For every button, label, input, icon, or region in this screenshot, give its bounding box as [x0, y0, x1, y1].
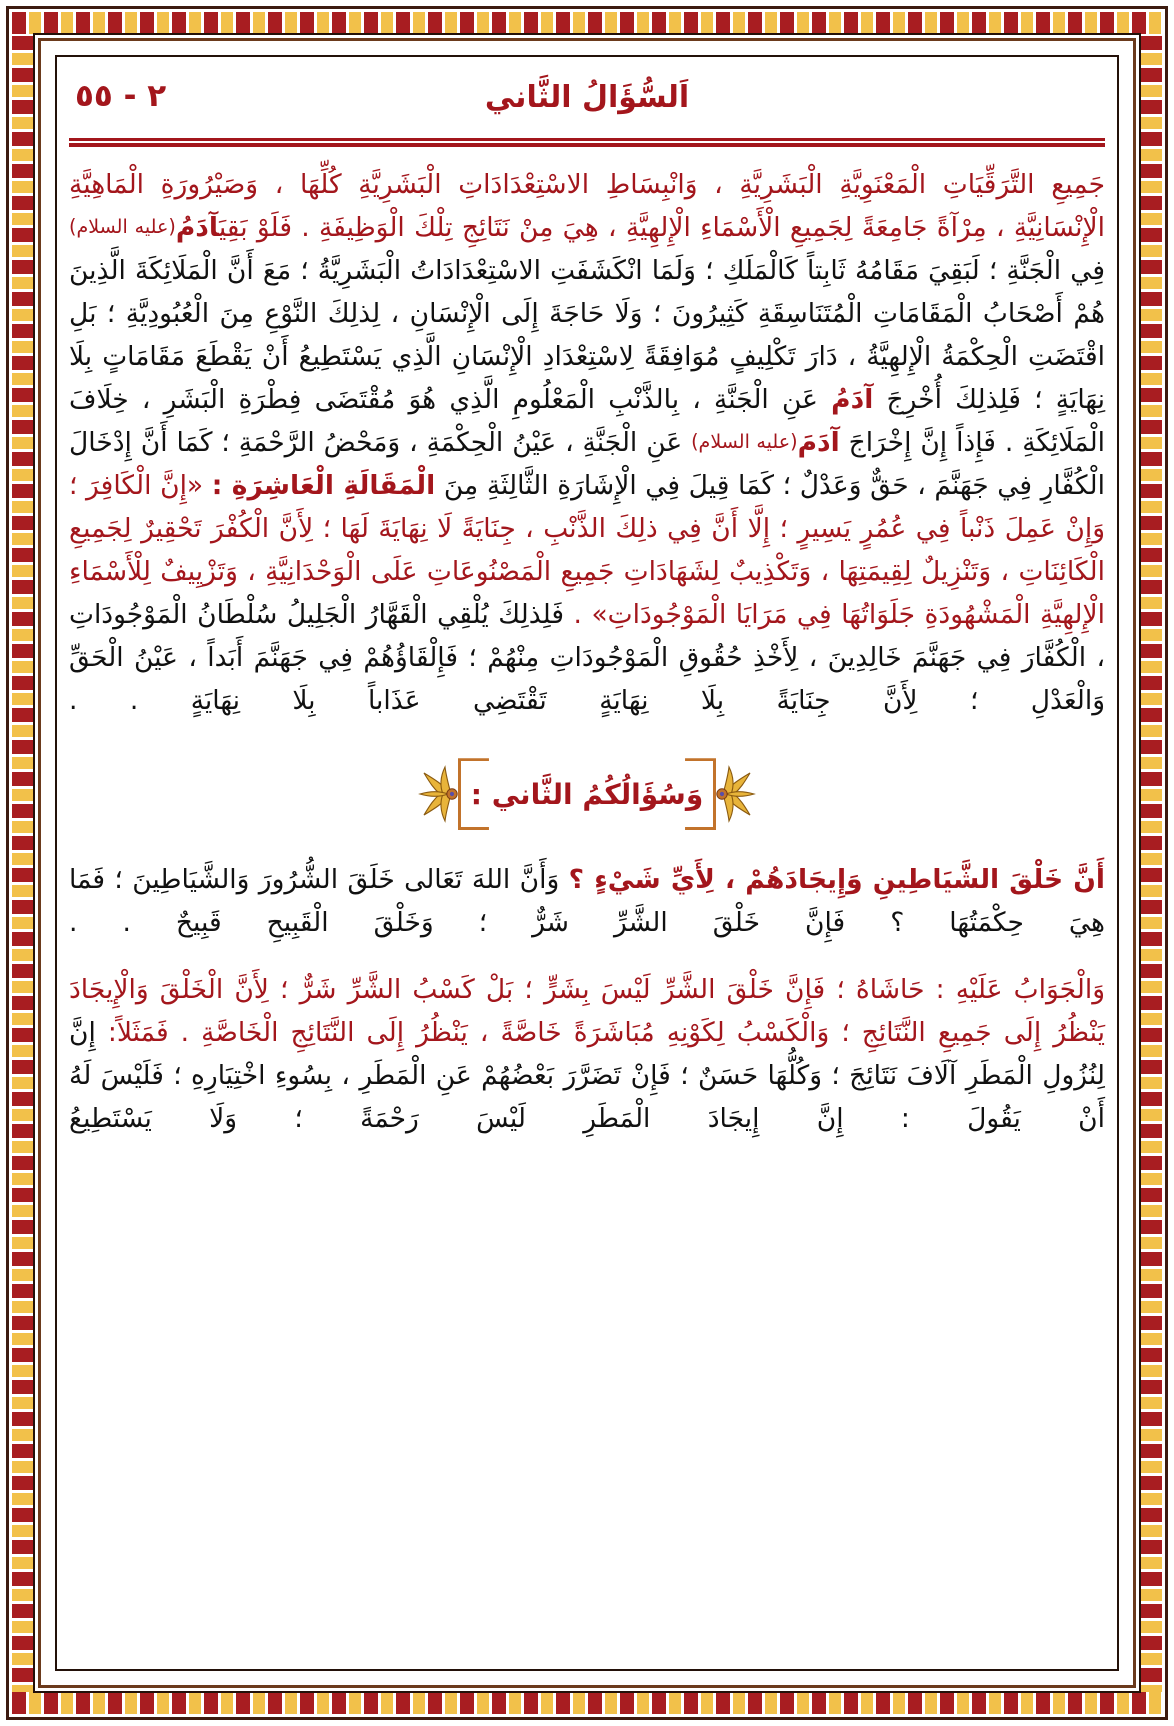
- answer-paragraph: [69, 968, 1105, 1140]
- answer-red-text: وَالْجَوَابُ عَلَيْهِ : حَاشَاهُ ؛ فَإِنَّ خَلْقَ الشَّرِّ لَيْسَ بِشَرٍّ ؛ بَلْ كَسْبُ الشَّرِّ شَرٌّ ؛ لِأَنَّ الْخَلْقَ وَالْإِيجَادَ يَنْظُرُ إِلَى جَمِيعِ النَّتَائِجِ ؛ وَالْكَسْبُ لِكَوْنِهِ مُبَاشَرَةً خَاصَّةً ، يَنْظُرُ إِلَى النَّتَائِجِ الْخَاصَّةِ . فَمَثَلاً:: [69, 974, 1105, 1049]
- honorific-alayhi-salam-icon: (عليه السلام): [69, 216, 176, 239]
- paragraph-2-black-text-b: عَنِ الْجَنَّةِ ، بِالذَّنْبِ الْمَعْلُومِ الَّذِي هُوَ مُقْتَضَى فِطْرَةِ الْبَشَرِ ، خِلَافَ الْمَلَائِكَةِ . فَإِذاً إِنَّ إِخْرَاجَ: [69, 384, 1106, 459]
- paragraph-2-black-text-a: فِي الْجَنَّةِ ؛ لَبَقِيَ مَقَامُهُ ثَابِتاً كَالْمَلَكِ ؛ وَلَمَا انْكَشَفَتِ الاسْتِعْدَادَاتُ الْبَشَرِيَّةُ ؛ مَعَ أَنَّ الْمَلَائِكَةَ الَّذِينَ هُمْ أَصْحَابُ الْمَقَامَاتِ الْمُتَنَاسِقَةِ كَثِيرُونَ ؛ وَلَا حَاجَةَ إِلَى الْإِنْسَانِ ، لِذلِكَ النَّوْعِ مِنَ الْعُبُودِيَّةِ ؛ بَلِ اقْتَضَتِ الْحِكْمَةُ الْإِلهِيَّةُ ، دَارَ تَكْلِيفٍ مُوَافِقَةً لِاسْتِعْدَادِ الْإِنْسَانِ الَّذِي يَسْتَطِيعُ أَنْ يَقْطَعَ مَقَامَاتٍ بِلَا نِهَايَةٍ ؛ فَلِذلِكَ أُخْرِجَ: [69, 255, 1105, 416]
- prophet-name-adam-1: آدَمُ: [175, 212, 219, 243]
- cartouche-label-wrap: [458, 758, 716, 830]
- floral-ornament-icon-left: [418, 763, 464, 825]
- answer-block: [69, 968, 1105, 1140]
- page-number: ٢ - ٥٥: [75, 78, 167, 114]
- question-black-rest: وَأَنَّ اللهَ تَعَالى خَلَقَ الشُّرُورَ وَالشَّيَاطِينَ ؛ فَمَا هِيَ حِكْمَتُهَا ؟ فَإِنَّ خَلْقَ الشَّرِّ شَرٌّ ؛ وَخَلْقَ الْقَبِيحِ قَبِيحٌ . .: [69, 864, 1105, 939]
- paragraph-3-black-text: فَلِذلِكَ يُلْقِي الْقَهَّارُ الْجَلِيلُ سُلْطَانُ الْمَوْجُودَاتِ ، الْكُفَّارَ فِي جَهَنَّمَ خَالِدِينَ ، لِأَخْذِ حُقُوقِ الْمَوْجُودَاتِ مِنْهُمْ ؛ فَإِلْقَاؤُهُمْ فِي جَهَنَّمَ أَبَداً ، عَيْنُ الْحَقِّ وَالْعَدْلِ ؛ لِأَنَّ جِنَايَةً بِلَا نِهَايَةٍ تَقْتَضِي عَذَاباً بِلَا نِهَايَةٍ . .: [69, 599, 1105, 717]
- question-paragraph: [69, 858, 1105, 944]
- paragraph-2-black-text-c: عَنِ الْجَنَّةِ ، عَيْنُ الْحِكْمَةِ ، وَمَحْضُ الرَّحْمَةِ ؛ كَمَا أَنَّ إِدْخَالَ الْكُفَّارِ فِي جَهَنَّمَ ، حَقٌّ وَعَدْلٌ ؛ كَمَا قِيلَ فِي الْإِشَارَةِ الثَّالِثَةِ مِنَ: [69, 427, 1105, 502]
- cartouche-title: وَسُؤَالُكُمُ الثَّاني :: [470, 777, 704, 811]
- section-heading-cartouche: [422, 752, 752, 836]
- page-header: [69, 70, 1105, 136]
- answer-black-text: إِنَّ لِنُزُولِ الْمَطَرِ آلَافَ نَتَائِجَ ؛ وَكُلُّهَا حَسَنٌ ؛ فَإِنْ تَضَرَّرَ بَعْضُهُمْ عَنِ الْمَطَرِ ، بِسُوءِ اخْتِيَارِهِ ؛ فَلَيْسَ لَهُ أَنْ يَقُولَ : إِنَّ إِيجَادَ الْمَطَرِ لَيْسَ رَحْمَةً ؛ وَلَا يَسْتَطِيعُ: [69, 1017, 1105, 1135]
- header-divider-rule: [69, 138, 1105, 147]
- page-content: [55, 58, 1119, 1668]
- main-text-body: [69, 163, 1105, 722]
- quoted-passage: «إِنَّ الْكَافِرَ ؛ وَإِنْ عَمِلَ ذَنْباً فِي عُمُرٍ يَسِيرٍ ؛ إِلَّا أَنَّ فِي ذلِكَ الذَّنْبِ ، جِنَايَةً لَا نِهَايَةَ لَهَا ؛ لِأَنَّ الْكُفْرَ تَحْقِيرٌ لِجَمِيعِ الْكَائِنَاتِ ، وَتَنْزِيلٌ لِقِيمَتِهَا ، وَتَكْذِيبٌ لِشَهَادَاتِ جَمِيعِ الْمَصْنُوعَاتِ عَلَى الْوَحْدَانِيَّةِ ، وَتَزْيِيفٌ لِلْأَسْمَاءِ الْإِلهِيَّةِ الْمَشْهُودَةِ جَلَوَاتُهَا فِي مَرَايَا الْمَوْجُودَاتِ» .: [69, 470, 1105, 631]
- paragraph-1-red-text: جَمِيعِ التَّرَقِّيَاتِ الْمَعْنَوِيَّةِ الْبَشَرِيَّةِ ، وَانْبِسَاطِ الاسْتِعْدَادَاتِ الْبَشَرِيَّةِ كُلِّهَا ، وَصَيْرُورَةِ الْمَاهِيَّةِ الْإِنْسَانِيَّةِ ، مِرْآةً جَامِعَةً لِجَمِيعِ الْأَسْمَاءِ الْإِلهِيَّةِ ، هِيَ مِنْ نَتَائِجِ تِلْكَ الْوَظِيفَةِ . فَلَوْ بَقِيَ: [69, 169, 1105, 243]
- floral-ornament-icon-right: [710, 763, 756, 825]
- quote-source-reference: الْمَقَالَةِ الْعَاشِرَةِ :: [211, 470, 436, 502]
- question-block: [69, 858, 1105, 944]
- paragraph-block-1: [69, 163, 1105, 722]
- prophet-name-adam-3: آدَمَ: [797, 427, 840, 459]
- honorific-alayhi-salam-icon-2: (عليه السلام): [691, 431, 798, 454]
- prophet-name-adam-2: آدَمُ: [831, 384, 874, 416]
- page-title: اَلسُّؤَالُ الثَّاني: [484, 80, 690, 115]
- question-red-lead: أَنَّ خَلْقَ الشَّيَاطِينِ وَإِيجَادَهُمْ ، لِأَيِّ شَيْءٍ ؟: [568, 864, 1105, 896]
